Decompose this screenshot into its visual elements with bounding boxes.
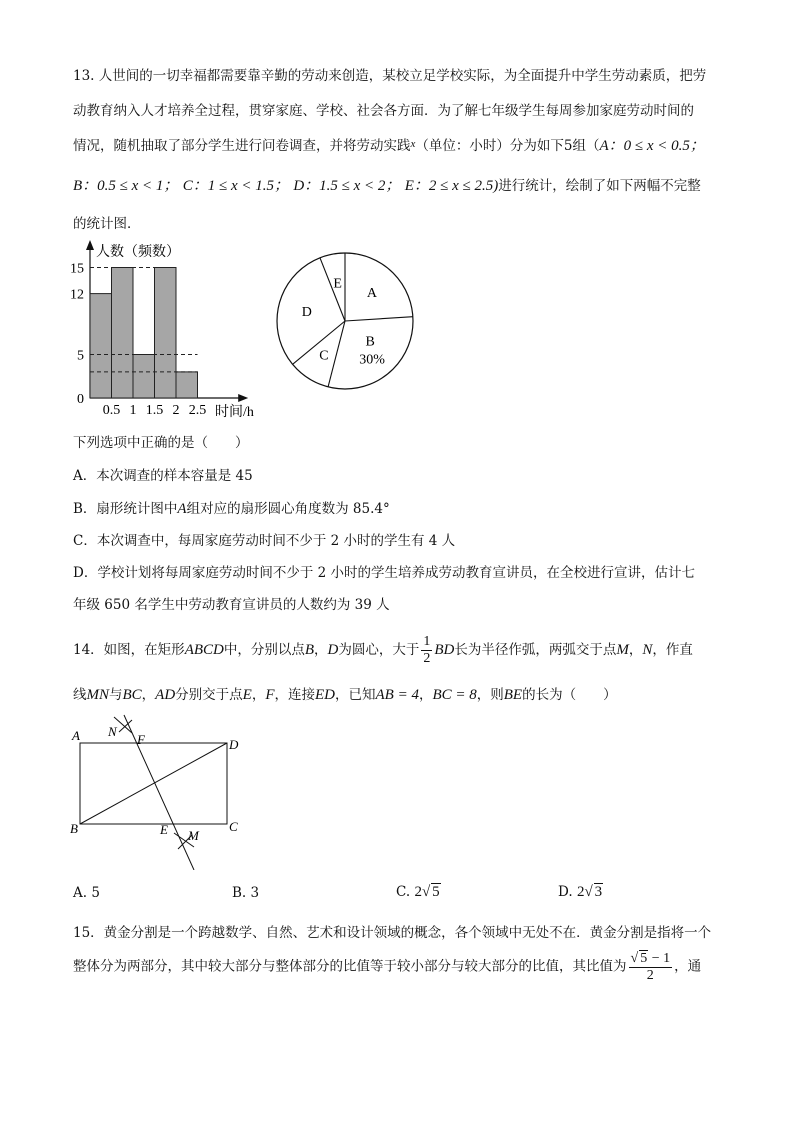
q13-option-d-line-1: D．学校计划将每周家庭劳动时间不少于 2 小时的学生培养成劳动教育宣讲员，在全校进行宣讲，估计七 bbox=[73, 565, 695, 581]
q14-text-2d: ，连接 bbox=[274, 687, 316, 703]
q14-point-e: E bbox=[242, 687, 252, 703]
q14-ed: ED bbox=[315, 687, 336, 703]
arc-mark-n-2 bbox=[119, 720, 132, 732]
histogram-bar-B bbox=[112, 268, 134, 399]
pie-percent-B: 30% bbox=[359, 352, 385, 368]
q13-line-3-start: 情况，随机抽取了部分学生进行问卷调查，并将劳动实践 bbox=[73, 138, 411, 154]
frequency-histogram bbox=[70, 238, 270, 420]
q14-text-2e: ，已知 bbox=[335, 687, 376, 703]
q15-line-2 bbox=[73, 950, 701, 984]
q13-line-3-mid: （单位：小时）分为如下5组（ bbox=[415, 138, 600, 154]
q15-text-2b: ，通 bbox=[674, 958, 702, 975]
q14-choice-d-radicand: 3 bbox=[594, 884, 603, 900]
pie-chart bbox=[272, 248, 418, 394]
histogram-bar-C-partial bbox=[133, 355, 155, 399]
q14-choice-d-label: D. bbox=[558, 884, 573, 900]
q14-fraction-half bbox=[421, 634, 432, 667]
y-tick-0: 0 bbox=[77, 392, 84, 407]
q13-option-d-line-2: 年级 650 名学生中劳动教育宣讲员的人数约为 39 人 bbox=[73, 597, 390, 613]
arc-mark-n-1 bbox=[114, 717, 132, 733]
pie-label-A: A bbox=[366, 286, 378, 302]
q14-mn: MN bbox=[86, 687, 109, 703]
x-tick-2: 2 bbox=[172, 403, 180, 418]
q13-var-x: x bbox=[410, 138, 416, 150]
q13-line-3 bbox=[73, 134, 705, 155]
q14-text-1c: 为圆心，大于 bbox=[338, 642, 420, 658]
label-b: B bbox=[70, 821, 78, 836]
q14-choice-a: A. 5 bbox=[73, 885, 100, 901]
q14-choice-d-coef: 2 bbox=[576, 884, 585, 900]
q13-group-d: D：1.5 ≤ x < 2； bbox=[293, 178, 401, 194]
q14-choice-c bbox=[396, 883, 441, 901]
q14-frac-num: 1 bbox=[423, 634, 431, 649]
label-m: M bbox=[188, 828, 199, 843]
q14-text-1d: 长为半径作弧，两弧交于点 bbox=[454, 642, 617, 658]
x-axis-arrow bbox=[238, 394, 248, 402]
q14-comma-1: ， bbox=[314, 642, 328, 658]
q14-comma-4: ， bbox=[251, 687, 266, 703]
q14-ad: AD bbox=[155, 687, 176, 703]
label-c: C bbox=[229, 819, 238, 834]
rectangle-figure bbox=[70, 705, 250, 870]
q14-comma-2: ， bbox=[628, 642, 643, 658]
q13-option-b-start: B．扇形统计图中 bbox=[73, 501, 178, 517]
q15-frac-num-tail: − 1 bbox=[648, 951, 671, 966]
q13-line-4-tail: 进行统计，绘制了如下两幅不完整 bbox=[498, 178, 701, 194]
q15-frac-radicand: 5 bbox=[640, 951, 648, 966]
y-tick-5: 5 bbox=[77, 348, 84, 364]
q14-choice-d-radical: √ 3 bbox=[584, 884, 603, 900]
q14-comma-5: ， bbox=[418, 687, 433, 703]
q13-group-a: A：0 ≤ x < 0.5； bbox=[599, 138, 705, 154]
y-axis-label: 人数（频数） bbox=[96, 245, 180, 260]
q14-bc-eq: BC = 8 bbox=[432, 687, 477, 703]
q14-point-m: M bbox=[616, 642, 629, 658]
pie-label-C: C bbox=[319, 348, 329, 364]
label-f: F bbox=[137, 732, 145, 747]
x-tick-2.5: 2.5 bbox=[188, 403, 207, 418]
q15-line-1: 15．黄金分割是一个跨越数学、自然、艺术和设计领域的概念，各个领域中无处不在．黄金分割是指将一个 bbox=[73, 925, 712, 941]
q15-text-2a: 整体分为两部分，其中较大部分与整体部分的比值等于较小部分与较大部分的比值，其比值为 bbox=[73, 958, 627, 975]
q14-frac-den: 2 bbox=[423, 651, 431, 666]
q14-choice-c-radicand: 5 bbox=[432, 884, 440, 900]
label-d: D bbox=[229, 737, 239, 752]
histogram-bar-A bbox=[90, 294, 112, 398]
q14-point-b: B bbox=[304, 642, 315, 658]
x-axis-label: 时间/h bbox=[215, 405, 254, 420]
q15-frac-den: 2 bbox=[646, 968, 654, 983]
x-tick-1.5: 1.5 bbox=[145, 403, 164, 418]
q14-line-2 bbox=[73, 683, 617, 704]
q13-option-b-end: 组对应的扇形圆心角度数为 85.4° bbox=[186, 501, 390, 517]
q14-text-1b: 中，分别以点 bbox=[223, 642, 305, 658]
pie-label-E: E bbox=[333, 276, 342, 292]
y-tick-15: 15 bbox=[70, 261, 84, 277]
y-axis-arrow bbox=[86, 240, 94, 250]
histogram-bar-D bbox=[155, 268, 177, 399]
segment-bd bbox=[80, 743, 227, 824]
q13-line-4 bbox=[73, 174, 701, 195]
q13-line-1: 13. 人世间的一切幸福都需要靠辛勤的劳动来创造，某校立足学校实际，为全面提升中学生劳动素质，把劳 bbox=[73, 68, 707, 84]
q14-point-n: N bbox=[642, 642, 653, 658]
q14-abcd: ABCD bbox=[184, 642, 224, 658]
q14-choice-b: B. 3 bbox=[232, 885, 260, 901]
q14-text-2a: 线 bbox=[73, 687, 87, 703]
q14-text-2g: 的长为（ ） bbox=[522, 687, 617, 703]
q14-point-f: F bbox=[265, 687, 275, 703]
q14-point-d: D bbox=[327, 642, 339, 658]
q14-choice-c-label: C. bbox=[396, 884, 411, 900]
q14-text-2f: ，则 bbox=[476, 687, 504, 703]
x-tick-1: 1 bbox=[129, 403, 137, 418]
label-e: E bbox=[160, 822, 168, 837]
q14-text-2c: 分别交于点 bbox=[175, 687, 243, 703]
q14-be: BE bbox=[503, 687, 523, 703]
q14-bd: BD bbox=[434, 642, 455, 658]
q14-bc: BC bbox=[122, 687, 142, 703]
q13-option-b-var: A bbox=[177, 501, 187, 517]
line-mn bbox=[124, 715, 194, 870]
q14-choice-c-coef: 2 bbox=[414, 884, 422, 900]
q13-prompt: 下列选项中正确的是（ ） bbox=[73, 435, 249, 451]
q13-option-b bbox=[73, 497, 390, 518]
pie-slice-edge-B bbox=[345, 317, 413, 321]
q13-group-c: C：1 ≤ x < 1.5； bbox=[182, 178, 290, 194]
pie-slice-edge-C bbox=[328, 321, 345, 387]
q13-option-a: A．本次调查的样本容量是 45 bbox=[73, 468, 253, 484]
q14-line-1 bbox=[73, 634, 693, 667]
q13-group-e: E：2 ≤ x ≤ 2.5) bbox=[404, 178, 499, 194]
q14-ab-eq: AB = 4 bbox=[375, 687, 419, 703]
y-tick-12: 12 bbox=[70, 287, 84, 303]
q15-golden-ratio-fraction bbox=[629, 950, 673, 984]
q14-choice-c-radical: √ 5 bbox=[421, 884, 440, 900]
q13-line-2: 动教育纳入人才培养全过程，贯穿家庭、学校、社会各方面．为了解七年级学生每周参加家庭劳动时间的 bbox=[73, 103, 694, 119]
q14-text-2b: 与 bbox=[109, 687, 123, 703]
label-n: N bbox=[108, 724, 117, 739]
q14-comma-3: ， bbox=[141, 687, 156, 703]
q13-line-5: 的统计图． bbox=[73, 216, 141, 232]
q14-text-1a: 14．如图，在矩形 bbox=[73, 642, 185, 658]
q14-choice-d bbox=[558, 883, 603, 901]
x-tick-0.5: 0.5 bbox=[102, 403, 121, 418]
histogram-bar-E bbox=[176, 372, 198, 398]
label-a: A bbox=[72, 728, 80, 743]
q14-text-1e: ，作直 bbox=[652, 642, 693, 658]
q13-option-c: C．本次调查中，每周家庭劳动时间不少于 2 小时的学生有 4 人 bbox=[73, 533, 456, 549]
q15-frac-num: √ 5 − 1 bbox=[630, 951, 671, 966]
pie-label-B: B bbox=[365, 334, 375, 350]
q13-group-b: B：0.5 ≤ x < 1； bbox=[73, 178, 179, 194]
pie-label-D: D bbox=[301, 305, 312, 321]
